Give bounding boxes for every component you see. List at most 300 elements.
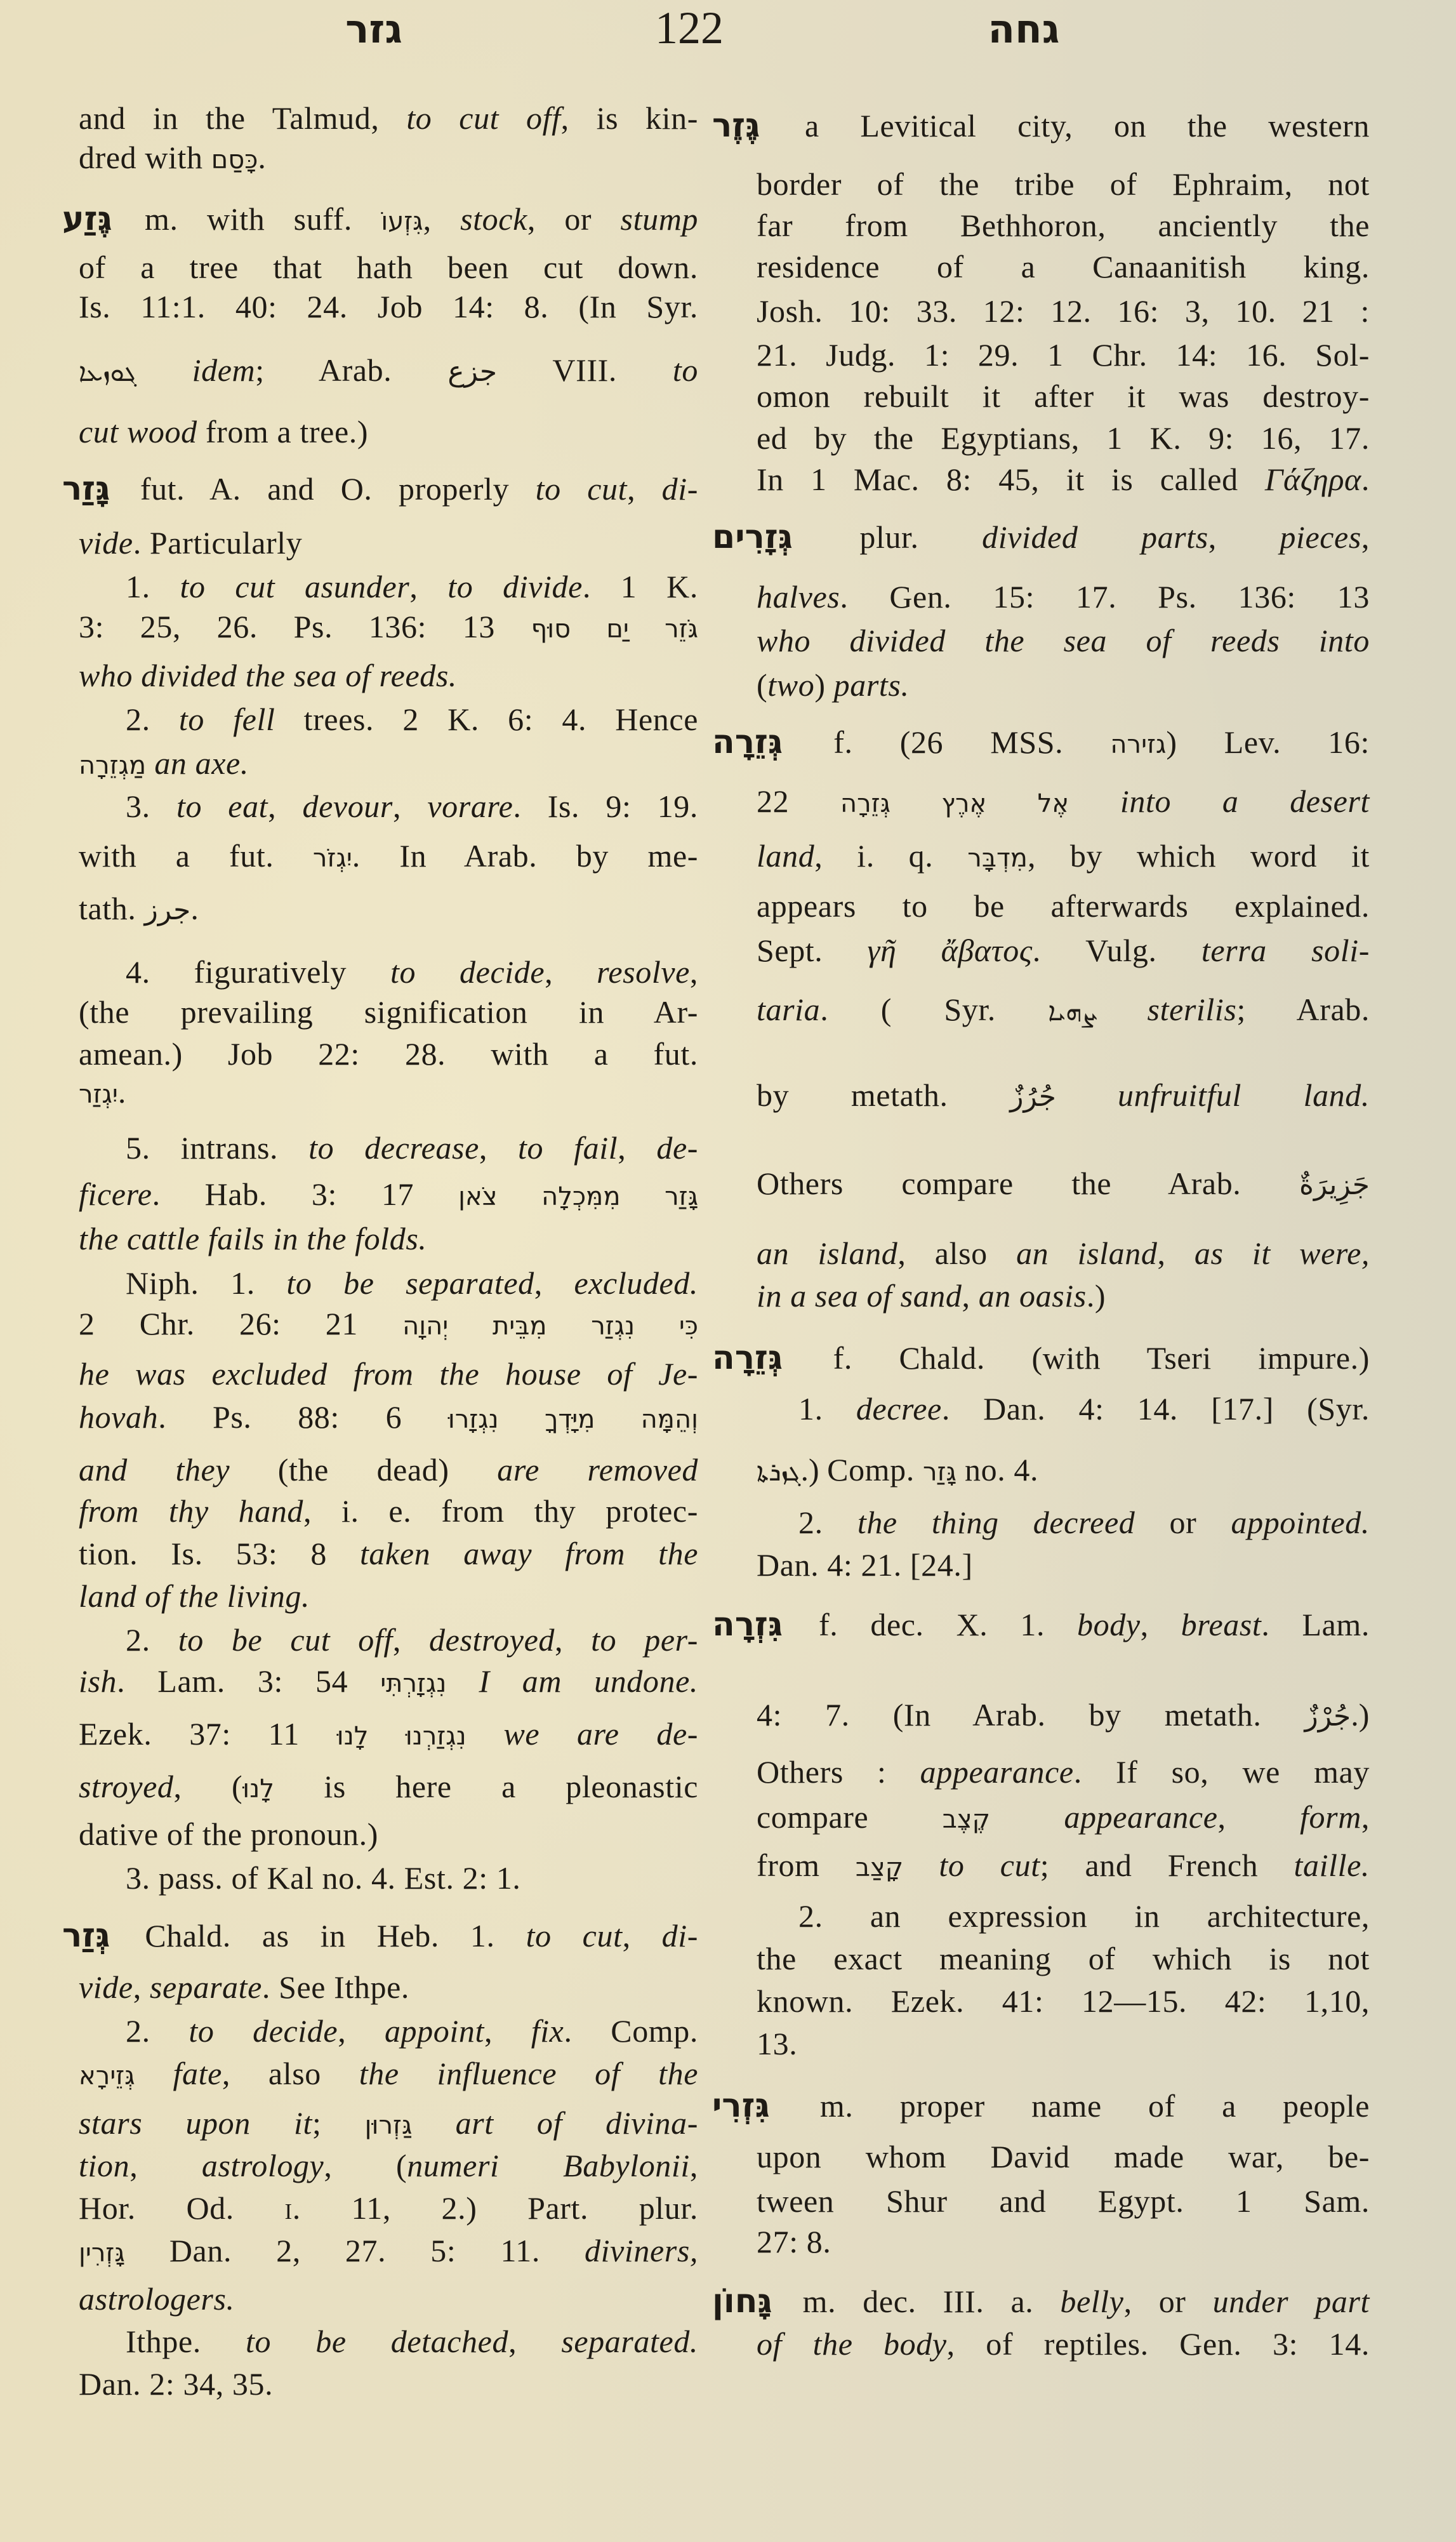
entry-line <box>757 1454 1370 1486</box>
entry-line <box>757 840 1370 872</box>
italic-text: resolve <box>597 954 690 990</box>
roman-text: Sept. <box>757 933 868 968</box>
roman-text: f. Chald. (with Tseri impure.) <box>786 1340 1370 1376</box>
entry-line <box>757 463 1370 495</box>
italic-text: appoint <box>384 2013 484 2049</box>
roman-text: , <box>1157 1235 1195 1271</box>
italic-text: di- <box>661 471 699 507</box>
roman-text: . <box>258 140 267 175</box>
entry-line <box>79 1665 698 1697</box>
italic-text: an island <box>1016 1235 1158 1271</box>
italic-text: halves <box>757 579 840 615</box>
entry-line <box>79 1971 698 2003</box>
roman-text: , by which word it <box>1027 838 1370 874</box>
roman-text: border of the tribe of Ephraim, not <box>757 166 1370 202</box>
italic-text: an island <box>757 1235 898 1271</box>
roman-text <box>412 2105 455 2141</box>
entry-line <box>79 1308 698 1340</box>
italic-text: decree <box>856 1391 942 1427</box>
italic-text: devour <box>302 789 393 824</box>
italic-text: to <box>672 352 698 388</box>
italic-text: two <box>767 667 815 703</box>
italic-text: as it were, <box>1194 1235 1370 1271</box>
roman-text: , <box>689 954 699 990</box>
roman-text: .) <box>1086 1278 1106 1314</box>
roman-text: . Lam. <box>1261 1607 1370 1642</box>
italic-text: fate <box>173 2056 222 2091</box>
roman-text <box>146 745 154 781</box>
roman-text: m. dec. III. a. <box>776 2284 1061 2319</box>
italic-text: the cattle fails in the folds. <box>79 1221 427 1256</box>
roman-text: f. dec. X. 1. <box>786 1607 1078 1642</box>
italic-text: to cut off <box>406 100 561 136</box>
italic-text: into a desert <box>1120 783 1370 819</box>
syriac-text: ܓܘܙܥܐ <box>79 358 137 387</box>
roman-text: far from Bethhoron, anciently the <box>757 208 1370 243</box>
entry-line <box>79 1454 698 1486</box>
entry-line <box>79 527 698 559</box>
roman-text: 2. <box>126 1622 178 1658</box>
roman-text: 3: 25, 26. Ps. 136: 13 <box>79 609 531 644</box>
entry-line <box>757 1280 1370 1312</box>
roman-text: ) Lev. 16: <box>1166 724 1370 760</box>
entry-line <box>79 1358 698 1390</box>
greek-text: Γάζηρα <box>1264 462 1361 497</box>
sense-line <box>126 1862 698 1894</box>
sense-line <box>126 956 698 988</box>
italic-text: the thing decreed <box>857 1505 1135 1540</box>
italic-text: tion <box>79 2148 130 2183</box>
roman-text <box>1069 783 1120 819</box>
italic-text: unfruitful land. <box>1118 1077 1370 1113</box>
italic-text: art of divina- <box>455 2105 698 2141</box>
entry-line <box>757 1849 1370 1881</box>
roman-text: dative of the pronoun.) <box>79 1816 379 1852</box>
italic-text: diviners, <box>585 2233 698 2268</box>
italic-text: separate <box>149 1969 262 2005</box>
italic-text: of the body <box>757 2326 947 2362</box>
roman-text: , <box>627 471 662 507</box>
roman-text: by metath. <box>757 1077 1010 1113</box>
entry-line <box>757 1756 1370 1788</box>
roman-text: Others : <box>757 1754 920 1790</box>
italic-text: hovah <box>79 1399 159 1435</box>
entry-line <box>79 1580 698 1612</box>
roman-text: . Ps. 88: 6 <box>158 1399 448 1435</box>
roman-text: tween Shur and Egypt. 1 Sam. <box>757 2183 1370 2219</box>
italic-text: who divided the sea of reeds. <box>79 658 457 693</box>
italic-text: vide <box>79 525 133 561</box>
hebrew-text: קָצַב <box>855 1853 904 1882</box>
roman-text: . Hab. 3: 17 <box>152 1176 459 1212</box>
hebrew-text: קֶצֶב <box>942 1805 990 1834</box>
roman-text: , <box>1361 519 1370 555</box>
roman-text: 2 Chr. 26: 21 <box>79 1306 403 1341</box>
roman-text: Niph. 1. <box>126 1265 287 1301</box>
entry-line <box>757 1699 1370 1731</box>
italic-text: cut wood <box>79 414 197 449</box>
italic-text: under part <box>1212 2284 1370 2319</box>
roman-text: 11, 2.) Part. plur. <box>300 2190 698 2226</box>
roman-text: , <box>689 2148 698 2183</box>
sense-line <box>126 2326 698 2357</box>
syriac-text: ܓܙܪܬܐ <box>757 1458 801 1487</box>
roman-text: Dan. 4: 21. [24.] <box>757 1547 973 1583</box>
roman-text: , <box>1208 519 1280 555</box>
arabic-text: جَزِيرَةٌ <box>1299 1169 1370 1201</box>
entry-line <box>712 107 1370 145</box>
entry-line <box>757 168 1370 200</box>
roman-text: ; Arab. <box>1236 992 1370 1027</box>
italic-text: to cut <box>526 1918 623 1953</box>
headword: גָּחוֹן <box>712 2282 772 2320</box>
roman-text: plur. <box>796 519 983 555</box>
headword: גִּזְרָה <box>712 1606 783 1644</box>
entry-line <box>79 893 698 924</box>
roman-text: , or <box>1123 2284 1213 2319</box>
roman-text: Ezek. 37: 11 <box>79 1716 337 1752</box>
entry-line <box>79 840 698 872</box>
roman-text: , <box>484 2013 531 2049</box>
italic-text: stroyed <box>79 1769 174 1804</box>
hebrew-text: כִּי נִגְזַר מִבֵּית יְהוָה <box>402 1312 698 1341</box>
italic-text: vide <box>79 1969 133 2005</box>
entry-line <box>757 581 1370 613</box>
roman-text: 4: 7. (In Arab. by metath. <box>757 1697 1305 1733</box>
roman-text <box>446 1663 479 1699</box>
headword: גְּזֵרָה <box>712 1339 783 1377</box>
italic-text: astrologers. <box>79 2281 235 2317</box>
entry-line <box>757 2328 1370 2360</box>
italic-text: land <box>757 838 815 874</box>
roman-text: . 1 K. <box>582 569 698 604</box>
roman-text: (the dead) <box>230 1452 498 1487</box>
roman-text: , also <box>897 1235 1017 1271</box>
roman-text: Dan. 2: 34, 35. <box>79 2366 274 2402</box>
roman-text: trees. 2 K. 6: 4. Hence <box>275 702 698 737</box>
headword: גְּזָרִים <box>712 518 793 556</box>
entry-line <box>79 1038 698 1070</box>
italic-text: to cut <box>939 1847 1040 1883</box>
hebrew-text: גֹּזֵר יַם סוּף <box>531 615 698 644</box>
roman-text: , <box>133 1969 150 2005</box>
entry-line <box>62 470 699 508</box>
italic-text: excluded. <box>574 1265 698 1301</box>
roman-text <box>136 352 192 388</box>
hebrew-text: גְּזֵירָא <box>79 2061 135 2091</box>
sense-line <box>126 2015 698 2047</box>
italic-text: to decrease <box>308 1130 479 1166</box>
roman-text: ) <box>814 667 834 703</box>
italic-text: and they <box>79 1452 230 1487</box>
sense-line <box>126 790 698 822</box>
entry-line <box>757 669 1370 701</box>
entry-line <box>79 996 698 1028</box>
entry-line <box>79 1076 698 1108</box>
entry-line <box>79 1538 698 1569</box>
entry-line <box>757 2141 1370 2173</box>
entry-line <box>79 142 698 173</box>
italic-text: sterilis <box>1147 992 1237 1027</box>
italic-text: ish <box>79 1663 117 1699</box>
roman-text: , <box>392 1622 430 1658</box>
roman-text: , <box>545 954 597 990</box>
arabic-text: جُرُزٌ <box>1010 1081 1056 1113</box>
sense-line <box>126 1267 698 1299</box>
entry-line <box>757 890 1370 922</box>
entry-line <box>757 625 1370 656</box>
roman-text: ; Arab. <box>255 352 448 388</box>
entry-line <box>79 747 698 779</box>
italic-text: the influence of the <box>359 2056 698 2091</box>
italic-text: taken away from the <box>359 1536 699 1571</box>
roman-text: Chald. as in Heb. 1. <box>114 1918 526 1953</box>
hebrew-text: גָּזַר <box>922 1458 956 1487</box>
roman-text: , <box>508 2324 562 2359</box>
roman-text: tath. <box>79 891 145 926</box>
roman-text: 1. <box>126 569 180 604</box>
hebrew-text: לָנוּ <box>242 1774 274 1804</box>
syriac-text: ܨܗܝܐ <box>1048 997 1095 1027</box>
entry-line <box>79 1178 698 1210</box>
roman-text: , <box>268 789 303 824</box>
entry-line <box>757 2028 1370 2060</box>
entry-line <box>79 1818 698 1850</box>
roman-text: 13. <box>757 2026 798 2061</box>
italic-text: fix <box>531 2013 564 2049</box>
roman-text: ed by the Egyptians, 1 K. 9: 16, 17. <box>757 420 1370 456</box>
italic-text: idem <box>192 352 256 388</box>
roman-text: 27: 8. <box>757 2224 831 2259</box>
roman-text: , also <box>222 2056 359 2091</box>
roman-text: dred with <box>79 140 211 175</box>
italic-text: pieces <box>1280 519 1361 555</box>
entry-line <box>79 354 698 386</box>
roman-text: 4. figuratively <box>126 954 391 990</box>
roman-text: , <box>409 569 448 604</box>
roman-text: . Vulg. <box>1032 933 1201 968</box>
entry-line <box>79 2368 698 2400</box>
roman-text: . Particularly <box>133 525 303 561</box>
italic-text: separated. <box>561 2324 699 2359</box>
italic-text: land of the living. <box>79 1578 310 1614</box>
hebrew-text: גִּזְעוֹ <box>381 207 423 236</box>
roman-text: Dan. 2, 27. 5: 11. <box>124 2233 585 2268</box>
roman-text: amean.) Job 22: 28. with a fut. <box>79 1036 698 1072</box>
italic-text: to divide <box>447 569 583 604</box>
italic-text: parts. <box>833 667 910 703</box>
italic-text: I am undone. <box>479 1663 698 1699</box>
roman-text: compare <box>757 1799 943 1835</box>
roman-text: . Dan. 4: 14. [17.] (Syr. <box>941 1391 1370 1427</box>
italic-text: body <box>1077 1607 1141 1642</box>
italic-text: to decide <box>390 954 545 990</box>
roman-text: the exact meaning of which is not <box>757 1941 1370 1976</box>
italic-text: to per- <box>591 1622 698 1658</box>
entry-line <box>757 210 1370 241</box>
roman-text: , <box>392 789 428 824</box>
sense-line <box>126 1132 698 1164</box>
entry-line <box>757 1079 1370 1111</box>
entry-line <box>757 1943 1370 1974</box>
roman-text <box>903 1847 939 1883</box>
entry-line <box>757 2226 1370 2258</box>
entry-line <box>712 723 1370 761</box>
hebrew-text: גָּזְרִין <box>79 2239 125 2268</box>
headword: גְּזַר <box>62 1917 110 1955</box>
italic-text: taria <box>757 992 821 1027</box>
roman-text: .) Comp. <box>800 1452 923 1487</box>
roman-text: 1. <box>798 1391 856 1427</box>
roman-text: 2. <box>126 2013 189 2049</box>
headword: גְּזֵרָה <box>712 723 783 761</box>
entry-line <box>79 102 698 134</box>
entry-line <box>757 1985 1370 2017</box>
italic-text: appearance <box>1064 1799 1218 1835</box>
entry-line <box>757 339 1370 371</box>
italic-text: he was excluded from the house of Je- <box>79 1356 698 1392</box>
hebrew-text: אֶל אֶרֶץ גְּזֵרָה <box>840 789 1069 818</box>
entry-line <box>79 2235 698 2266</box>
italic-text: to be detached <box>246 2324 509 2359</box>
entry-line <box>79 1495 698 1527</box>
entry-line <box>79 1718 698 1750</box>
sense-line <box>798 1900 1370 1932</box>
entry-line <box>757 380 1370 412</box>
roman-text <box>135 2056 173 2091</box>
italic-text: belly <box>1060 2284 1124 2319</box>
roman-text: , <box>423 201 461 237</box>
entry-line <box>757 251 1370 283</box>
roman-text: , <box>622 1918 662 1953</box>
hebrew-text: מַגְזֵרָה <box>79 751 147 780</box>
roman-text: and in the Talmud, <box>79 100 407 136</box>
roman-text: is here a pleonastic <box>274 1769 699 1804</box>
hebrew-text: יִגְזַר <box>79 1080 118 1109</box>
roman-text: or <box>1135 1505 1231 1540</box>
roman-text: . <box>117 1074 126 1110</box>
roman-text: , <box>1217 1799 1300 1835</box>
entry-line <box>712 1606 1370 1644</box>
entry-line <box>757 1549 1370 1581</box>
italic-text: to fell <box>178 702 275 737</box>
roman-text: Is. 11:1. 40: 24. Job 14: 8. (In Syr. <box>79 289 698 324</box>
roman-text: Others compare the Arab. <box>757 1166 1299 1201</box>
roman-text: , i. q. <box>814 838 968 874</box>
roman-text: . Comp. <box>564 2013 698 2049</box>
italic-text: taille. <box>1294 1847 1370 1883</box>
entry-line <box>79 1771 698 1802</box>
italic-text: to cut <box>535 471 628 507</box>
roman-text: upon whom David made war, be- <box>757 2139 1370 2174</box>
roman-text: appears to be afterwards explained. <box>757 888 1370 924</box>
small-caps-text: i. <box>284 2190 301 2226</box>
roman-text: (the prevailing signification in Ar- <box>79 994 698 1030</box>
roman-text: from a tree.) <box>197 414 369 449</box>
roman-text: residence of a Canaanitish king. <box>757 249 1370 284</box>
roman-text: 2. <box>126 702 179 737</box>
roman-text: , <box>1140 1607 1181 1642</box>
roman-text: m. with suff. <box>116 201 381 237</box>
hebrew-text: מִדְבָּר <box>967 844 1028 873</box>
roman-text: , of reptiles. Gen. 3: 14. <box>946 2326 1370 2362</box>
entry-line <box>712 1339 1370 1377</box>
roman-text: a Levitical city, on the western <box>764 108 1370 143</box>
hebrew-text: גזירה <box>1110 730 1167 759</box>
sense-line <box>798 1507 1370 1538</box>
italic-text: who divided the sea of reeds into <box>757 623 1370 658</box>
italic-text: astrology <box>201 2148 324 2183</box>
hebrew-text: נִגְזַרְנוּ לָנוּ <box>336 1722 467 1751</box>
italic-text: terra soli- <box>1201 933 1370 968</box>
sense-line <box>126 703 698 735</box>
roman-text: 5. intrans. <box>126 1130 309 1166</box>
entry-line <box>712 2282 1370 2320</box>
italic-text: appointed. <box>1231 1505 1370 1540</box>
entry-line <box>757 1801 1370 1833</box>
roman-text: with a fut. <box>79 838 313 874</box>
hebrew-text: כָּסַם <box>211 145 258 175</box>
entry-line <box>757 785 1370 817</box>
hebrew-text: גָּזַר מִמִּכְלָה צֹאן <box>458 1182 699 1211</box>
page-number: 122 <box>655 3 724 53</box>
italic-text: appearance <box>920 1754 1074 1790</box>
italic-text: destroyed <box>429 1622 555 1658</box>
italic-text: stock <box>460 201 527 237</box>
roman-text: . Gen. 15: 17. Ps. 136: 13 <box>840 579 1370 615</box>
italic-text: from thy hand <box>79 1493 304 1529</box>
header-first-word: גזר <box>345 6 402 52</box>
header-last-word: גחה <box>988 6 1060 52</box>
roman-text <box>467 1716 504 1752</box>
roman-text: , <box>1361 1799 1370 1835</box>
entry-line <box>62 1917 699 1955</box>
hebrew-text: וְהֵמָּה מִיָּדְךָ נִגְזָרוּ <box>447 1405 698 1434</box>
roman-text: , <box>479 1130 519 1166</box>
entry-line <box>757 422 1370 454</box>
roman-text: , <box>554 1622 592 1658</box>
hebrew-text: יִגְזֹר <box>312 844 352 873</box>
roman-text: VIII. <box>497 352 673 388</box>
italic-text: stars upon it <box>79 2105 312 2141</box>
italic-text: to eat <box>176 789 268 824</box>
roman-text: of a tree that hath been cut down. <box>79 250 698 285</box>
roman-text: f. (26 MSS. <box>786 724 1111 760</box>
roman-text: known. Ezek. 41: 12—15. 42: 1,10, <box>757 1983 1370 2019</box>
roman-text: 3. <box>126 789 176 824</box>
entry-line <box>79 2283 698 2315</box>
roman-text: from <box>757 1847 856 1883</box>
italic-text: an axe. <box>154 745 249 781</box>
sense-line <box>798 1393 1370 1425</box>
italic-text: in a sea of sand <box>757 1278 962 1314</box>
headword: גֶּזַע <box>62 200 112 238</box>
roman-text: tion. Is. 53: 8 <box>79 1536 360 1571</box>
arabic-text: جُرْزٌ <box>1304 1700 1351 1733</box>
headword: גִּזְרִי <box>712 2087 770 2125</box>
roman-text: . <box>190 891 199 926</box>
entry-line <box>79 2107 698 2139</box>
italic-text: to be cut off <box>178 1622 393 1658</box>
roman-text: . If so, we may <box>1073 1754 1370 1790</box>
roman-text <box>1056 1077 1118 1113</box>
italic-text: we are de- <box>503 1716 699 1752</box>
roman-text: , <box>618 1130 657 1166</box>
headword: גֶּזֶר <box>712 107 760 145</box>
roman-text: .) <box>1351 1697 1370 1733</box>
roman-text: , <box>534 1265 574 1301</box>
italic-text: an oasis <box>978 1278 1087 1314</box>
